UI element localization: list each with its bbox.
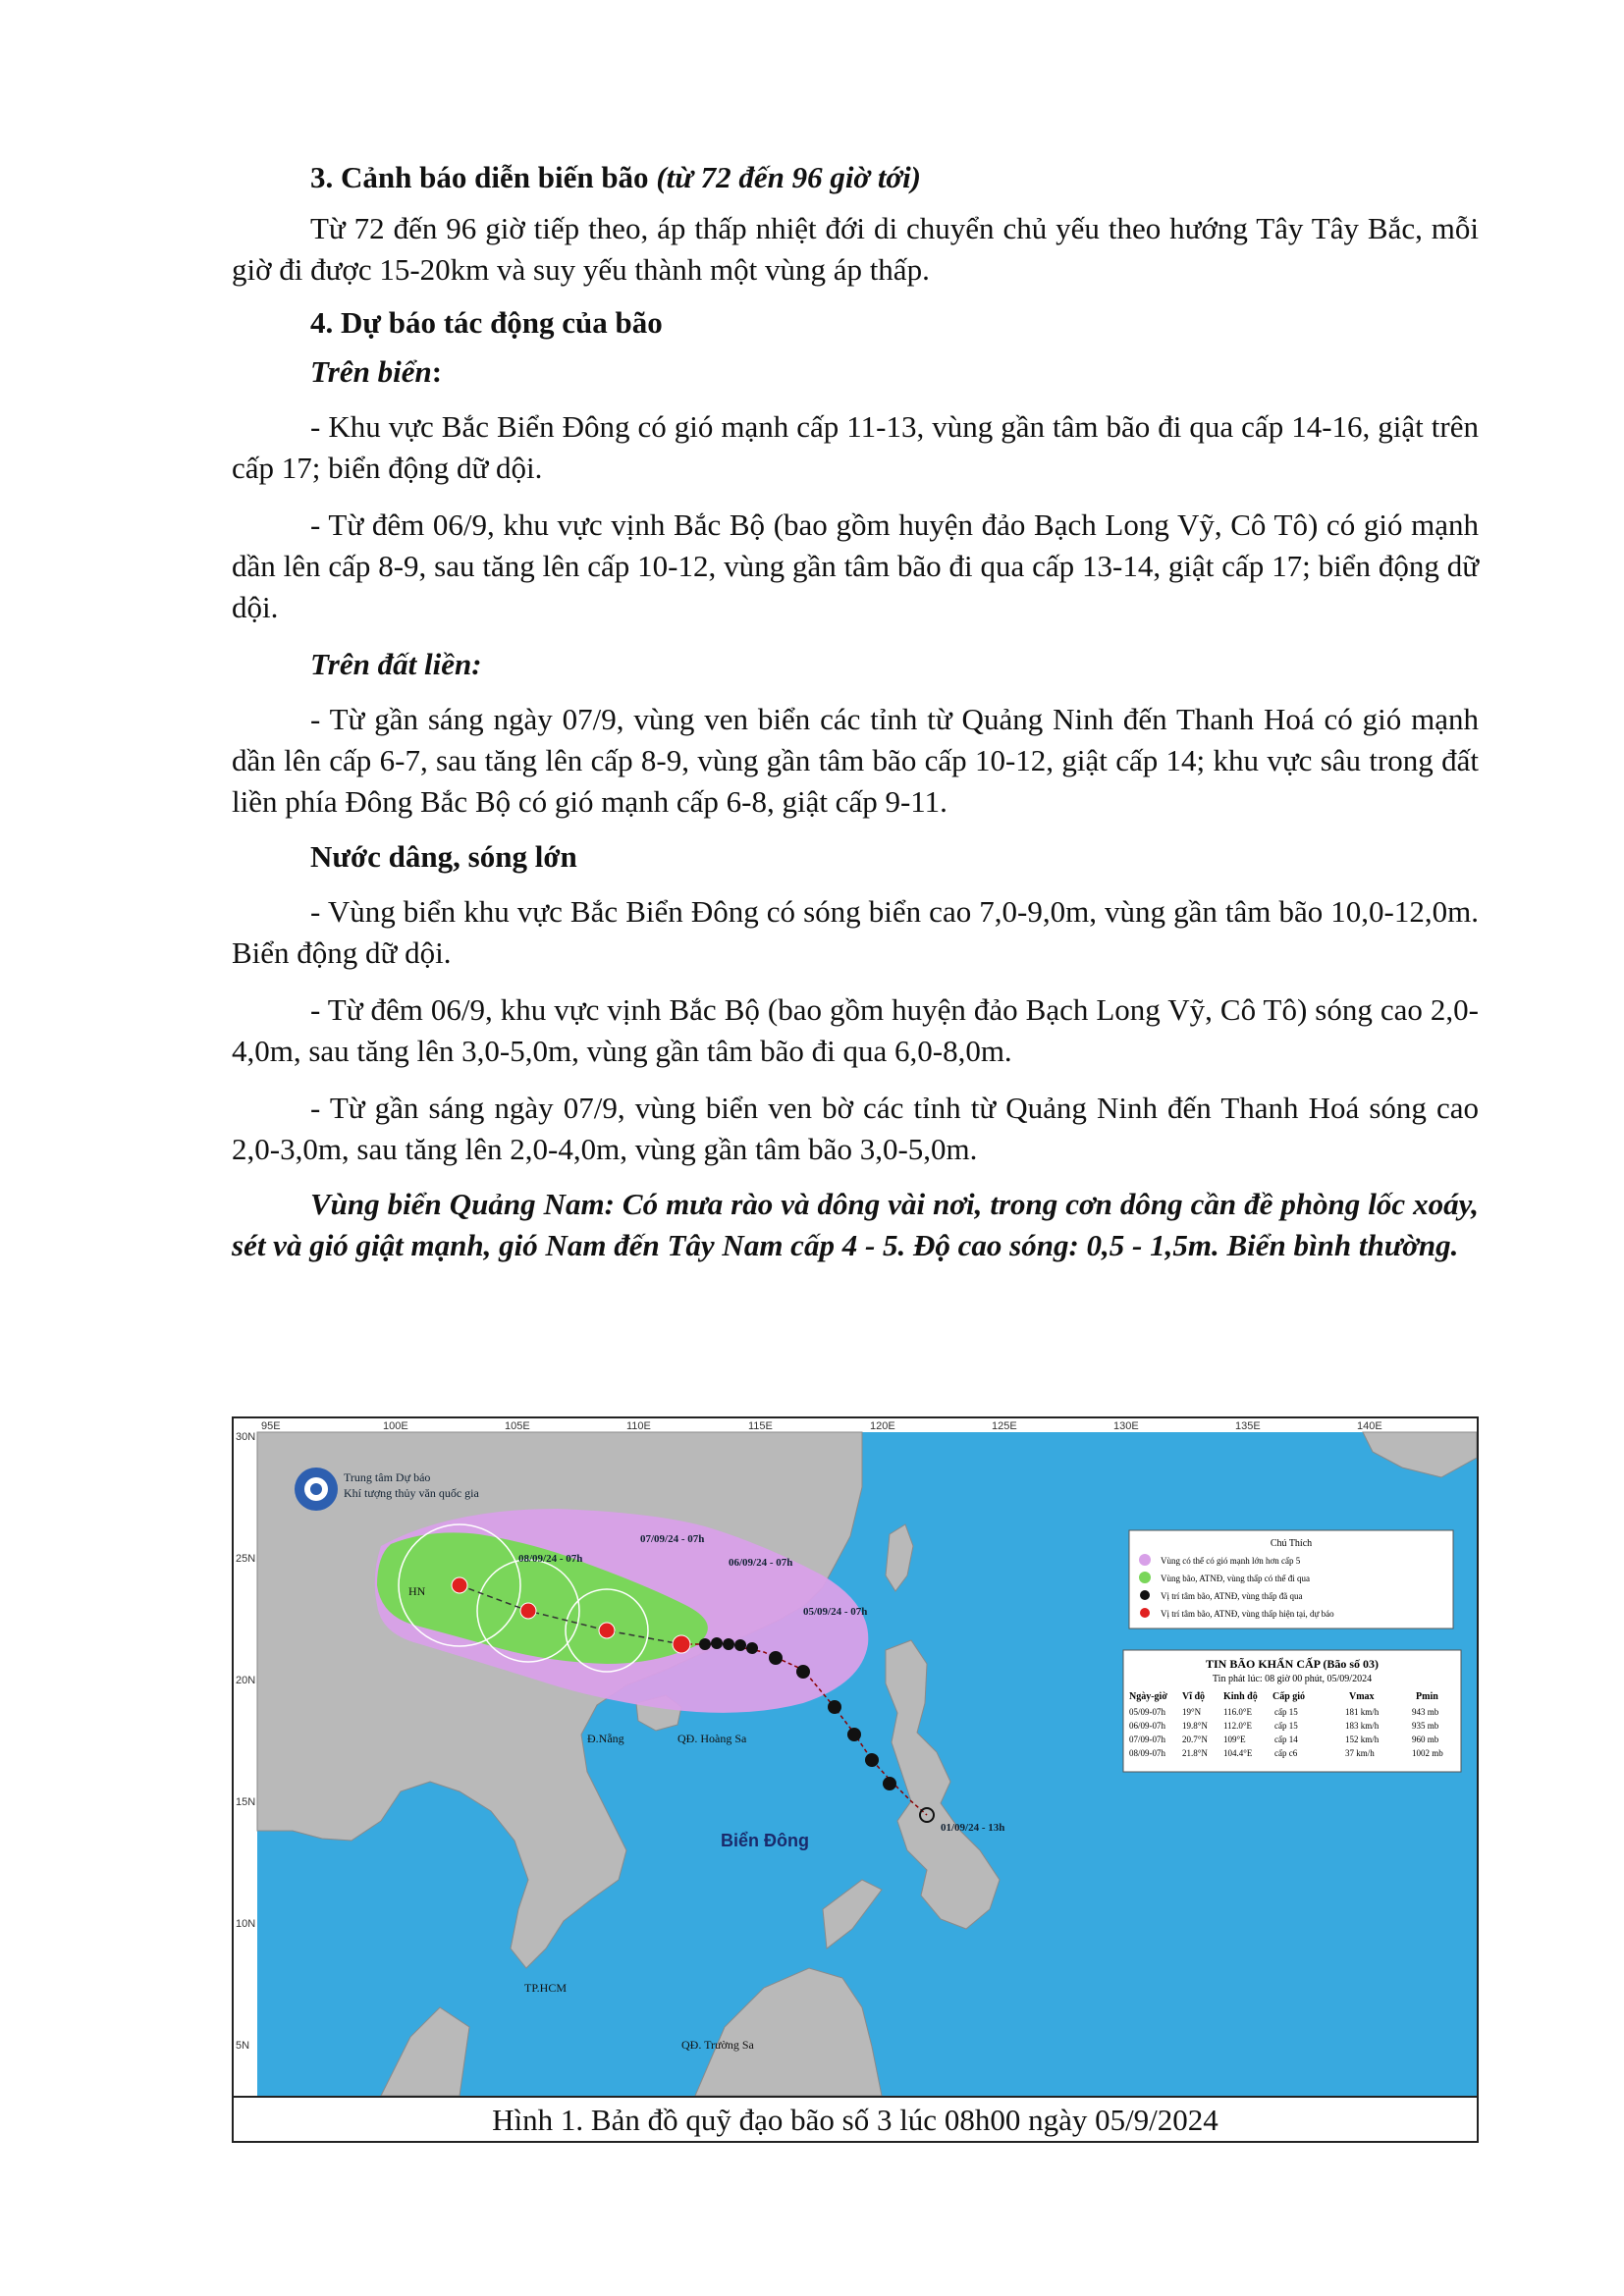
- svg-text:05/09-07h: 05/09-07h: [1129, 1707, 1165, 1717]
- svg-text:Kinh độ: Kinh độ: [1223, 1691, 1258, 1702]
- svg-text:1002 mb: 1002 mb: [1412, 1748, 1443, 1758]
- label-0709: 07/09/24 - 07h: [640, 1533, 705, 1545]
- surge-paragraph-3: - Từ gần sáng ngày 07/9, vùng biển ven bờ các tỉnh từ Quảng Ninh đến Thanh Hoá sóng cao 2,0-3,0m, sau tăng lên 2,0-4,0m, vùng gần tâm bão 3,0-5,0m.: [232, 1091, 1479, 1166]
- storm-track-map: [234, 1418, 1477, 2096]
- surge-paragraph-1: - Vùng biển khu vực Bắc Biển Đông có sóng biển cao 7,0-9,0m, vùng gần tâm bão 10,0-12,0m. Biển động dữ dội.: [232, 894, 1479, 970]
- svg-text:20.7°N: 20.7°N: [1182, 1735, 1208, 1744]
- svg-text:104.4°E: 104.4°E: [1223, 1748, 1253, 1758]
- svg-text:19°N: 19°N: [1182, 1707, 1202, 1717]
- svg-text:20N: 20N: [236, 1675, 256, 1686]
- svg-text:130E: 130E: [1113, 1420, 1139, 1432]
- place-danang: Đ.Nẵng: [587, 1732, 624, 1745]
- svg-text:112.0°E: 112.0°E: [1223, 1721, 1253, 1731]
- org-name-2: Khí tượng thủy văn quốc gia: [344, 1486, 479, 1500]
- svg-text:125E: 125E: [992, 1420, 1017, 1432]
- svg-text:943 mb: 943 mb: [1412, 1707, 1439, 1717]
- svg-text:Tin phát lúc: 08 giờ 00 phút,: Tin phát lúc: 08 giờ 00 phút, 05/09/2024: [1212, 1674, 1373, 1684]
- svg-text:105E: 105E: [505, 1420, 530, 1432]
- svg-text:Ngày-giờ: Ngày-giờ: [1129, 1691, 1167, 1702]
- svg-text:cấp c6: cấp c6: [1274, 1748, 1298, 1758]
- svg-text:5N: 5N: [236, 2040, 250, 2052]
- svg-text:960 mb: 960 mb: [1412, 1735, 1439, 1744]
- svg-text:Pmin: Pmin: [1416, 1691, 1438, 1702]
- svg-text:Vĩ độ: Vĩ độ: [1182, 1691, 1206, 1702]
- svg-text:37 km/h: 37 km/h: [1345, 1748, 1375, 1758]
- sea-subheading: Trên biển:: [310, 354, 443, 389]
- svg-text:110E: 110E: [626, 1420, 651, 1432]
- svg-text:08/09-07h: 08/09-07h: [1129, 1748, 1165, 1758]
- svg-text:Vị trí tâm bão, ATNĐ, vùng thấ: Vị trí tâm bão, ATNĐ, vùng thấp đã qua: [1161, 1591, 1303, 1601]
- label-0509: 05/09/24 - 07h: [803, 1606, 868, 1618]
- svg-text:183 km/h: 183 km/h: [1345, 1721, 1380, 1731]
- svg-text:15N: 15N: [236, 1796, 256, 1808]
- surge-paragraph-2: - Từ đêm 06/9, khu vực vịnh Bắc Bộ (bao gồm huyện đảo Bạch Long Vỹ, Cô Tô) sóng cao 2,0-4,0m, sau tăng lên 3,0-5,0m, vùng gần tâm bão đi qua 6,0-8,0m.: [232, 992, 1479, 1068]
- svg-text:10N: 10N: [236, 1918, 256, 1930]
- svg-text:25N: 25N: [236, 1553, 256, 1565]
- svg-text:116.0°E: 116.0°E: [1223, 1707, 1253, 1717]
- svg-text:109°E: 109°E: [1223, 1735, 1246, 1744]
- svg-text:21.8°N: 21.8°N: [1182, 1748, 1208, 1758]
- text-content: [232, 157, 1479, 1266]
- svg-text:30N: 30N: [236, 1431, 256, 1443]
- svg-text:140E: 140E: [1357, 1420, 1382, 1432]
- svg-text:152 km/h: 152 km/h: [1345, 1735, 1380, 1744]
- svg-text:19.8°N: 19.8°N: [1182, 1721, 1208, 1731]
- sea-paragraph-2: - Từ đêm 06/9, khu vực vịnh Bắc Bộ (bao gồm huyện đảo Bạch Long Vỹ, Cô Tô) có gió mạnh dần lên cấp 8-9, sau tăng lên cấp 10-12, vùng gần tâm bão đi qua cấp 13-14, giật cấp 17; biển động dữ dội.: [232, 507, 1479, 624]
- svg-text:cấp 15: cấp 15: [1274, 1707, 1298, 1717]
- quangnam-paragraph: Vùng biển Quảng Nam: Có mưa rào và dông vài nơi, trong cơn dông cần đề phòng lốc xoáy, sét và gió giật mạnh, gió Nam đến Tây Nam cấp 4 - 5. Độ cao sóng: 0,5 - 1,5m. Biển bình thường.: [232, 1187, 1479, 1262]
- svg-text:Vùng bão, ATNĐ, vùng thấp có t: Vùng bão, ATNĐ, vùng thấp có thể đi qua: [1161, 1574, 1310, 1583]
- svg-text:181 km/h: 181 km/h: [1345, 1707, 1380, 1717]
- svg-text:Vị trí tâm bão, ATNĐ, vùng thấ: Vị trí tâm bão, ATNĐ, vùng thấp hiện tại, dự báo: [1161, 1609, 1334, 1619]
- bulletin-box: [1123, 1650, 1461, 1772]
- label-0109: 01/09/24 - 13h: [941, 1822, 1005, 1834]
- org-name-1: Trung tâm Dự báo: [344, 1470, 431, 1484]
- svg-text:Chú Thích: Chú Thích: [1270, 1538, 1313, 1549]
- legend-box: [1129, 1530, 1453, 1629]
- section-3-heading: 3. Cảnh báo diễn biến bão (từ 72 đến 96 giờ tới): [310, 160, 922, 194]
- svg-text:135E: 135E: [1235, 1420, 1261, 1432]
- svg-text:120E: 120E: [870, 1420, 895, 1432]
- sea-paragraph-1: - Khu vực Bắc Biển Đông có gió mạnh cấp 11-13, vùng gần tâm bão đi qua cấp 14-16, giật trên cấp 17; biển động dữ dội.: [232, 409, 1479, 485]
- storm-track-figure: [232, 1416, 1479, 2143]
- svg-text:TIN BÃO KHẨN CẤP (Bão số 03): TIN BÃO KHẨN CẤP (Bão số 03): [1205, 1657, 1380, 1671]
- svg-text:cấp 15: cấp 15: [1274, 1721, 1298, 1731]
- place-truongsa: QĐ. Trường Sa: [681, 2038, 754, 2052]
- surge-subheading: Nước dâng, sóng lớn: [310, 839, 577, 874]
- place-hcm: TP.HCM: [524, 1981, 568, 1995]
- land-paragraph-1: - Từ gần sáng ngày 07/9, vùng ven biển các tỉnh từ Quảng Ninh đến Thanh Hoá có gió mạnh dần lên cấp 6-7, sau tăng lên cấp 8-9, vùng gần tâm bão cấp 10-12, giật cấp 14; khu vực sâu trong đất liền phía Đông Bắc Bộ có gió mạnh cấp 6-8, giật cấp 9-11.: [232, 702, 1479, 819]
- place-hanoi: HN: [408, 1584, 426, 1598]
- label-0809: 08/09/24 - 07h: [518, 1553, 583, 1565]
- label-0609: 06/09/24 - 07h: [729, 1557, 793, 1569]
- svg-text:Cấp gió: Cấp gió: [1272, 1691, 1306, 1702]
- svg-text:95E: 95E: [261, 1420, 281, 1432]
- svg-text:07/09-07h: 07/09-07h: [1129, 1735, 1165, 1744]
- svg-text:cấp 14: cấp 14: [1274, 1735, 1298, 1744]
- svg-text:Vùng có thể có gió mạnh lớn hơ: Vùng có thể có gió mạnh lớn hơn cấp 5: [1161, 1556, 1301, 1566]
- svg-text:935 mb: 935 mb: [1412, 1721, 1439, 1731]
- section-3-body: Từ 72 đến 96 giờ tiếp theo, áp thấp nhiệt đới di chuyển chủ yếu theo hướng Tây Tây Bắc, mỗi giờ đi được 15-20km và suy yếu thành một vùng áp thấp.: [232, 211, 1479, 287]
- place-biendong: Biển Đông: [721, 1831, 809, 1850]
- place-hoangsa: QĐ. Hoàng Sa: [677, 1732, 747, 1745]
- svg-text:115E: 115E: [748, 1420, 773, 1432]
- figure-caption: Hình 1. Bản đồ quỹ đạo bão số 3 lúc 08h00 ngày 05/9/2024: [234, 2096, 1477, 2143]
- section-4-heading: 4. Dự báo tác động của bão: [310, 305, 663, 340]
- svg-text:Vmax: Vmax: [1349, 1691, 1375, 1702]
- svg-text:100E: 100E: [383, 1420, 408, 1432]
- svg-text:06/09-07h: 06/09-07h: [1129, 1721, 1165, 1731]
- nchmf-logo: [295, 1468, 338, 1511]
- land-subheading: Trên đất liền:: [310, 647, 482, 681]
